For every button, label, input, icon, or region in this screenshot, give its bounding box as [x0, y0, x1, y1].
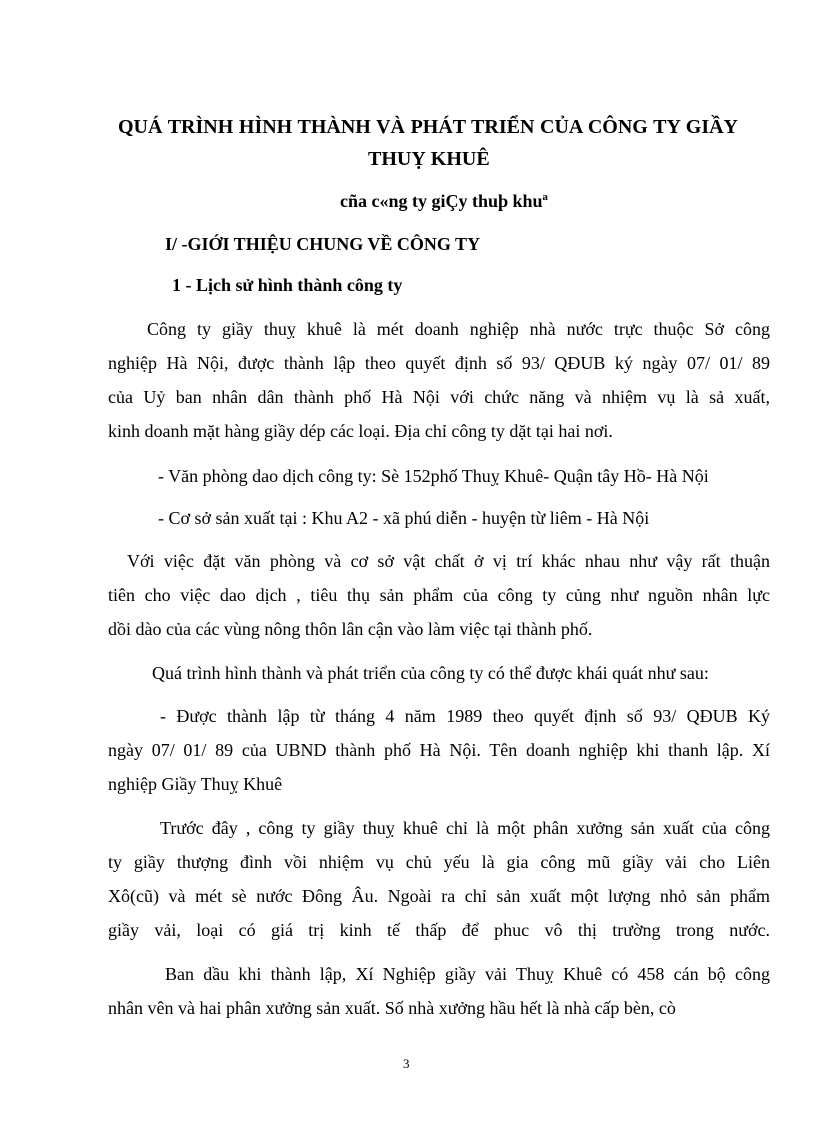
office-address-line: - Văn phòng dao dịch công ty: Sè 152phố Thuỵ Khuê- Quận tây Hồ- Hà Nội: [158, 466, 709, 486]
page-number: 3: [403, 1056, 410, 1071]
paragraph-line: Với việc đặt văn phòng và cơ sở vật chất ở vị trí khác nhau như vậy rất thuận: [127, 551, 770, 571]
paragraph-line: giầy vải, loại có giá trị kinh tế thấp để phuc vô thị trường trong nước.: [108, 920, 770, 940]
paragraph-line: nhân vên và hai phân xưởng sản xuất. Số nhà xưởng hầu hết là nhà cấp bèn, cò: [108, 998, 676, 1018]
document-title-line-2: THUỴ KHUÊ: [368, 148, 490, 170]
paragraph-line: nghiệp Giầy Thuỵ Khuê: [108, 774, 283, 794]
paragraph-line: Quá trình hình thành và phát triển của công ty có thể được khái quát như sau:: [152, 663, 709, 683]
paragraph-line: dồi dào của các vùng nông thôn lân cận vào làm việc tại thành phố.: [108, 619, 593, 639]
paragraph-line: Xô(cũ) và mét sè nước Đông Âu. Ngoài ra chỉ sản xuất một lượng nhỏ sản phẩm: [108, 886, 770, 906]
paragraph-line: Công ty giầy thuỵ khuê là mét doanh nghiệp nhà nước trực thuộc Sở công: [147, 319, 770, 339]
paragraph-line: kinh doanh mặt hàng giầy dép các loại. Địa chỉ công ty dặt tại hai nơi.: [108, 421, 613, 441]
paragraph-line: nghiệp Hà Nội, được thành lập theo quyết định số 93/ QĐUB ký ngày 07/ 01/ 89: [108, 353, 770, 373]
subsection-heading: 1 - Lịch sử hình thành công ty: [172, 275, 403, 295]
document-title-line-1: QUÁ TRÌNH HÌNH THÀNH VÀ PHÁT TRIỂN CỦA CÔNG TY GIẦY: [118, 116, 738, 138]
paragraph-line: ty giầy thượng đình vồi nhiệm vụ chủ yếu là gia công mũ giầy vải cho Liên: [108, 852, 770, 872]
factory-address-line: - Cơ sở sản xuất tại : Khu A2 - xã phú diễn - huyện từ liêm - Hà Nội: [158, 508, 650, 528]
paragraph-line: Trước đây , công ty giầy thuỵ khuê chỉ là một phân xưởng sản xuất của công: [160, 818, 770, 838]
paragraph-line: ngày 07/ 01/ 89 của UBND thành phố Hà Nội. Tên doanh nghiệp khi thanh lập. Xí: [108, 740, 770, 760]
paragraph-line: của Uỷ ban nhân dân thành phố Hà Nội với chức năng và nhiệm vụ là sả xuất,: [108, 387, 770, 407]
garbled-subtitle: cña c«ng ty giÇy thuþ khuª: [340, 191, 548, 211]
paragraph-line: tiên cho việc dao dịch , tiêu thụ sản phẩm của công ty củng như nguồn nhân lực: [108, 585, 770, 605]
paragraph-line: - Được thành lập từ tháng 4 năm 1989 theo quyết định số 93/ QĐUB Ký: [160, 706, 770, 726]
section-heading: I/ -GIỚI THIỆU CHUNG VỀ CÔNG TY: [165, 234, 481, 254]
paragraph-line: Ban dầu khi thành lập, Xí Nghiệp giầy vải Thuỵ Khuê có 458 cán bộ công: [165, 964, 770, 984]
